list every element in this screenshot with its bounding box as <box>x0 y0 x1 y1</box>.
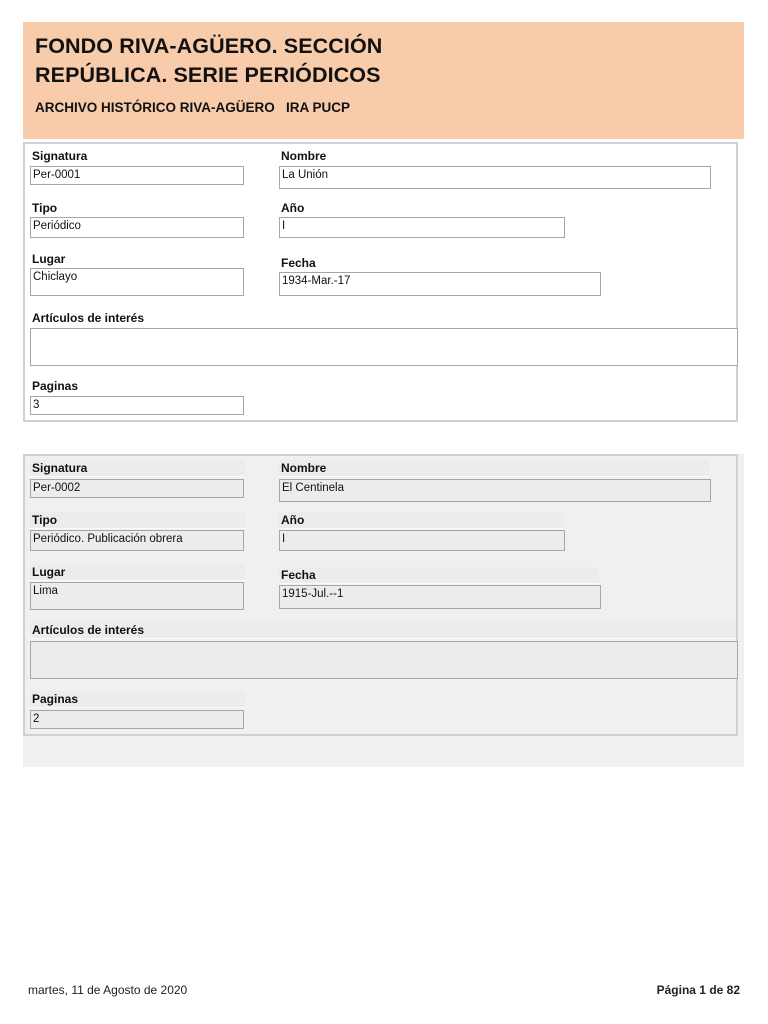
anio-field: I <box>279 530 565 551</box>
report-title-line-2: REPÚBLICA. SERIE PERIÓDICOS <box>35 63 381 87</box>
paginas-label: Paginas <box>32 379 79 393</box>
articulos-label: Artículos de interés <box>32 311 145 325</box>
signatura-label: Signatura <box>32 149 88 163</box>
tipo-field: Periódico <box>30 217 244 238</box>
paginas-field: 3 <box>30 396 244 415</box>
fecha-field: 1915-Jul.--1 <box>279 585 601 609</box>
anio-label: Año <box>281 201 305 215</box>
record-section-1 <box>23 142 744 424</box>
record-card <box>23 454 738 736</box>
lugar-label: Lugar <box>32 252 66 266</box>
fecha-field: 1934-Mar.-17 <box>279 272 601 296</box>
signatura-label: Signatura <box>30 460 245 477</box>
lugar-field: Lima <box>30 582 244 610</box>
footer-date: martes, 11 de Agosto de 2020 <box>28 983 188 997</box>
lugar-label: Lugar <box>30 564 245 581</box>
articulos-field <box>30 641 738 679</box>
tipo-field: Periódico. Publicación obrera <box>30 530 244 551</box>
report-title <box>35 32 535 90</box>
nombre-field: El Centinela <box>279 479 711 502</box>
paginas-field: 2 <box>30 710 244 729</box>
record-card <box>23 142 738 422</box>
articulos-label: Artículos de interés <box>30 622 736 639</box>
anio-field: I <box>279 217 565 238</box>
nombre-field: La Unión <box>279 166 711 189</box>
tipo-label: Tipo <box>30 512 245 529</box>
report-title-line-1: FONDO RIVA-AGÜERO. SECCIÓN <box>35 34 383 58</box>
footer-page-number: Página 1 de 82 <box>656 983 740 997</box>
fecha-label: Fecha <box>279 567 599 584</box>
report-subtitle: ARCHIVO HISTÓRICO RIVA-AGÜERO IRA PUCP <box>35 100 351 115</box>
nombre-label: Nombre <box>281 149 327 163</box>
lugar-field: Chiclayo <box>30 268 244 296</box>
signatura-field: Per-0002 <box>30 479 244 498</box>
report-header <box>23 22 744 139</box>
articulos-field <box>30 328 738 366</box>
anio-label: Año <box>279 512 564 529</box>
fecha-label: Fecha <box>281 256 316 270</box>
record-section-2 <box>23 454 744 767</box>
signatura-field: Per-0001 <box>30 166 244 185</box>
paginas-label: Paginas <box>30 691 245 708</box>
tipo-label: Tipo <box>32 201 58 215</box>
nombre-label: Nombre <box>279 460 709 477</box>
